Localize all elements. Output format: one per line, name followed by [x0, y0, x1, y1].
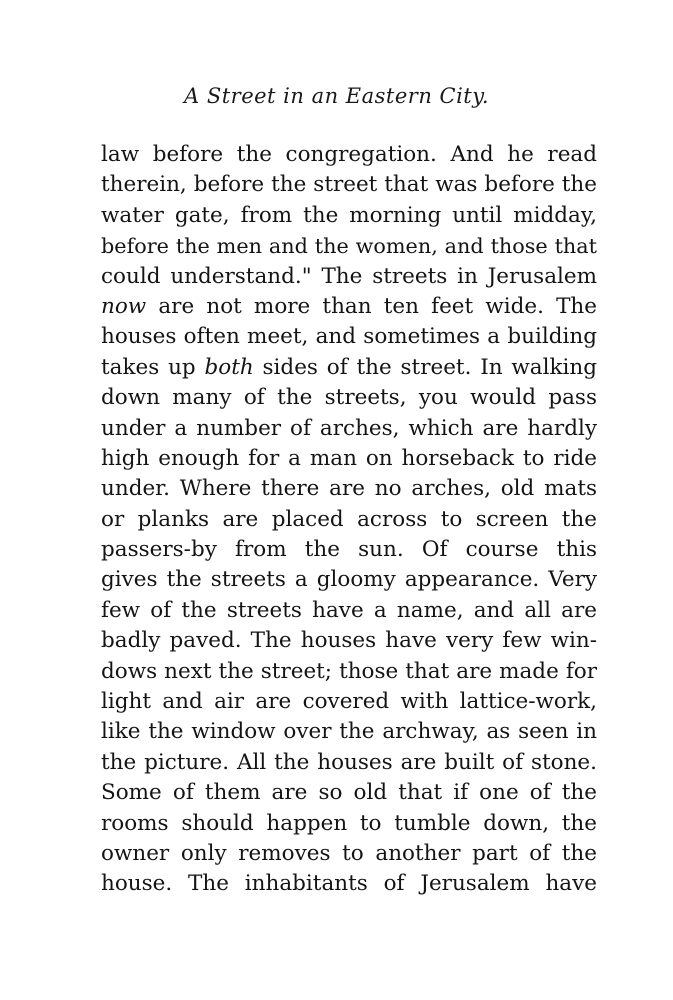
- text-line: dows next the street; those that are made for: [101, 658, 597, 684]
- text-line: or planks are placed across to screen the: [101, 506, 597, 532]
- text-line: few of the streets have a name, and all are: [101, 597, 597, 623]
- text-line: law before the congregation. And he read: [101, 142, 597, 167]
- text-line: the picture. All the houses are built of stone.: [101, 749, 597, 775]
- running-head: A Street in an Eastern City.: [183, 84, 490, 108]
- text-line: rooms should happen to tumble down, the: [101, 810, 597, 836]
- text-line: down many of the streets, you would pass: [101, 385, 597, 411]
- text-line: under a number of arches, which are hardly: [101, 415, 597, 441]
- text-line: takes up both sides of the street. In walking: [101, 354, 597, 380]
- italic-emphasis: now: [101, 293, 147, 319]
- text-line: therein, before the street that was before the: [101, 172, 597, 198]
- text-line: houses often meet, and sometimes a building: [101, 324, 597, 350]
- body-text: [101, 140, 597, 900]
- text-line: house. The inhabitants of Jerusalem have: [101, 871, 597, 897]
- text-line: owner only removes to another part of the: [101, 840, 597, 866]
- text-line: high enough for a man on horseback to ride: [101, 445, 597, 471]
- text-line: before the men and the women, and those that: [101, 234, 597, 259]
- text-line: could understand." The streets in Jerusalem: [101, 263, 597, 289]
- text-line: now are not more than ten feet wide. The: [101, 293, 597, 319]
- italic-emphasis: both: [204, 354, 254, 380]
- text-line: water gate, from the morning until midday,: [101, 202, 597, 228]
- text-line: Some of them are so old that if one of the: [101, 780, 597, 806]
- text-line: under. Where there are no arches, old mats: [101, 476, 597, 502]
- text-line: like the window over the archway, as seen in: [101, 719, 597, 745]
- text-line: badly paved. The houses have very few win-: [101, 628, 597, 654]
- text-line: passers-by from the sun. Of course this: [101, 537, 597, 563]
- text-line: gives the streets a gloomy appearance. Very: [101, 567, 597, 593]
- text-line: light and air are covered with lattice-work,: [101, 689, 597, 715]
